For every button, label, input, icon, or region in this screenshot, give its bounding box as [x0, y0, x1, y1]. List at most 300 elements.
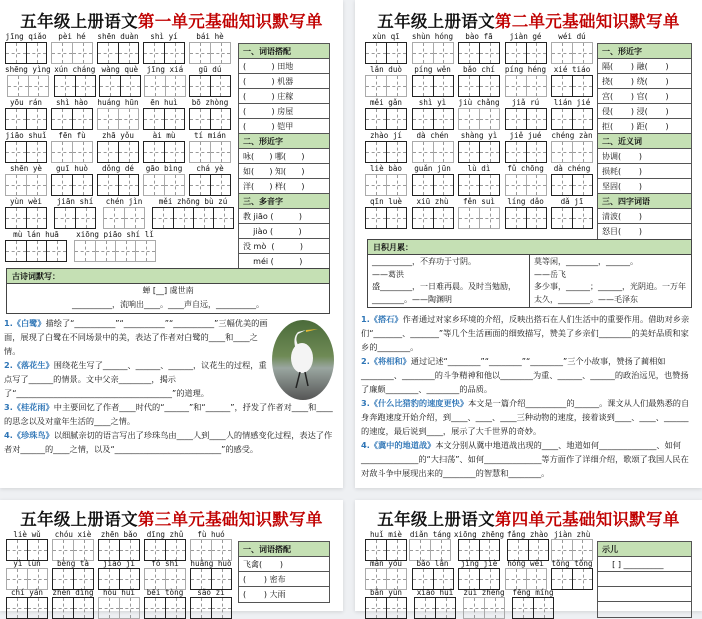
pinyin-label: jīng xiá — [146, 65, 184, 74]
pinyin-label: fǔ chōng — [507, 164, 544, 173]
character-box — [459, 142, 479, 162]
character-box — [433, 175, 453, 195]
writing-boxes[interactable] — [365, 75, 407, 97]
writing-boxes[interactable] — [505, 174, 547, 196]
character-box — [73, 540, 93, 560]
character-box — [75, 208, 95, 228]
character-box — [72, 109, 92, 129]
character-box — [479, 43, 499, 63]
writing-boxes[interactable] — [54, 207, 96, 229]
character-box — [73, 598, 93, 618]
character-box — [433, 43, 453, 63]
pinyin-grid — [6, 530, 232, 617]
writing-boxes[interactable] — [97, 108, 139, 130]
writing-boxes[interactable] — [51, 42, 93, 64]
word-group — [365, 530, 407, 559]
writing-boxes[interactable] — [6, 568, 48, 590]
pinyin-label: bǎn yùn — [369, 588, 402, 597]
pinyin-row — [5, 130, 231, 163]
pinyin-label: xiōng zhēng — [453, 530, 505, 539]
pinyin-label: jiù chǎng — [458, 98, 500, 107]
writing-boxes[interactable] — [144, 568, 186, 590]
character-box — [413, 208, 433, 228]
word-group — [551, 97, 593, 130]
word-group — [551, 530, 593, 559]
pinyin-label: tí mián — [193, 131, 226, 140]
pinyin-label: mán yóu — [369, 559, 402, 568]
writing-boxes[interactable] — [365, 539, 407, 561]
character-box — [386, 43, 406, 63]
panel-row: 隔( ) 融( ) — [598, 59, 691, 74]
writing-boxes[interactable] — [144, 75, 186, 97]
writing-boxes[interactable] — [143, 141, 185, 163]
character-box — [72, 175, 92, 195]
pinyin-label: měi gǎn — [369, 98, 402, 107]
word-group — [51, 97, 93, 130]
writing-boxes[interactable] — [98, 539, 140, 561]
pinyin-row — [5, 31, 231, 64]
passages — [361, 312, 695, 480]
pinyin-label: jīng qiǎo — [5, 32, 47, 41]
character-box — [119, 598, 139, 618]
page-title — [355, 510, 702, 529]
writing-boxes[interactable] — [412, 174, 454, 196]
word-group — [103, 196, 145, 229]
character-box — [506, 109, 526, 129]
character-box — [145, 540, 165, 560]
character-box — [413, 43, 433, 63]
writing-boxes[interactable] — [409, 539, 451, 561]
writing-boxes[interactable] — [54, 75, 96, 97]
character-box — [513, 598, 533, 618]
character-box — [124, 208, 144, 228]
writing-boxes[interactable] — [52, 539, 94, 561]
pinyin-label: yùn wèi — [9, 197, 42, 206]
panel-row: 如( ) 知( ) — [239, 164, 329, 179]
panel-row — [598, 602, 691, 617]
word-group — [143, 97, 185, 130]
writing-boxes[interactable] — [5, 108, 47, 130]
panel-row: 协调( ) — [598, 149, 691, 164]
writing-boxes[interactable] — [507, 539, 549, 561]
writing-boxes[interactable] — [190, 568, 232, 590]
writing-boxes[interactable] — [143, 108, 185, 130]
writing-boxes[interactable] — [98, 597, 140, 619]
pinyin-label: jiǎ rú — [511, 98, 540, 107]
pinyin-label: jiě jué — [509, 131, 542, 140]
word-group — [454, 530, 504, 559]
passage-text: 描绘了“__________”“__________”“__________”三幅优美的画面，展现了白鹭在不同场景中的美，表达了作者对白鹭的____和____之情。 — [4, 318, 268, 356]
writing-boxes[interactable] — [412, 141, 454, 163]
character-box — [118, 175, 138, 195]
word-group — [458, 559, 500, 588]
character-box — [165, 540, 185, 560]
pinyin-label: shì yí — [150, 32, 178, 41]
word-group — [412, 163, 454, 196]
writing-boxes[interactable] — [412, 207, 454, 229]
panel-row: 拒( ) 距( ) — [598, 119, 691, 134]
panel-section-header: 二、形近字 — [239, 134, 329, 149]
passage-title: 3.《桂花雨》 — [4, 402, 54, 412]
writing-boxes[interactable] — [365, 207, 407, 229]
writing-boxes[interactable] — [5, 207, 47, 229]
writing-boxes[interactable] — [52, 568, 94, 590]
character-box — [433, 109, 453, 129]
word-group — [52, 530, 94, 559]
title-grade: 五年级上册语文 — [377, 510, 495, 529]
pinyin-label: fěn suì — [462, 197, 495, 206]
writing-boxes[interactable] — [512, 597, 554, 619]
writing-boxes[interactable] — [143, 42, 185, 64]
word-group — [97, 97, 139, 130]
writing-boxes[interactable] — [458, 568, 500, 590]
pinyin-label: tǒng tǒng — [551, 559, 593, 568]
writing-boxes[interactable] — [505, 141, 547, 163]
character-box — [572, 142, 592, 162]
word-group — [365, 130, 407, 163]
panel-section-header: 一、词语搭配 — [239, 44, 329, 59]
writing-boxes[interactable] — [97, 141, 139, 163]
writing-boxes[interactable] — [190, 597, 232, 619]
writing-boxes[interactable] — [505, 207, 547, 229]
writing-boxes[interactable] — [190, 539, 232, 561]
word-group — [189, 64, 231, 97]
passage — [361, 354, 695, 396]
character-box — [508, 540, 528, 560]
panel-row: 宫( ) 官( ) — [598, 89, 691, 104]
character-box — [28, 76, 48, 96]
pinyin-row — [6, 530, 232, 559]
passage-text: 作者通过对家乡环境的介绍，反映出搭石在人们生活中的重要作用。借助对乡亲们“_______、_______”等几个生活画面的细致描写，赞美了乡亲们________的美好品质和家乡的________。 — [361, 314, 690, 352]
word-group — [97, 130, 139, 163]
pinyin-row — [365, 31, 593, 64]
writing-boxes[interactable] — [414, 597, 456, 619]
character-box — [415, 598, 435, 618]
passage — [4, 428, 338, 456]
word-group — [365, 588, 407, 617]
writing-boxes[interactable] — [458, 207, 500, 229]
character-box — [572, 175, 592, 195]
writing-boxes[interactable] — [152, 207, 234, 229]
pinyin-label: zhèn dìng — [52, 588, 94, 597]
writing-boxes[interactable] — [52, 597, 94, 619]
character-box — [75, 241, 95, 261]
word-group — [144, 530, 186, 559]
writing-boxes[interactable] — [51, 141, 93, 163]
word-group — [51, 31, 93, 64]
rijiyuelei-left: __________，不弃功于寸阴。 ——葛洪 盛________，一日难再晨。及时当勉励，________。——陶渊明 — [368, 255, 530, 307]
word-group — [414, 588, 456, 617]
page-title — [0, 12, 343, 31]
pinyin-label: chá yè — [196, 164, 224, 173]
writing-boxes[interactable] — [505, 42, 547, 64]
pinyin-label: bào fā — [465, 32, 493, 41]
word-group — [458, 64, 500, 97]
passage-text: 本文分别从冀中地道战出现的____、地道如何______________、如何______________的“大扫荡”、如何______________等方面作了详细介绍，歌颂了我国人民在对敌斗争中展现出来的________的智慧和________。 — [361, 440, 689, 478]
panel-row: 损耗( ) — [598, 164, 691, 179]
writing-boxes[interactable] — [365, 597, 407, 619]
character-box — [433, 76, 453, 96]
word-panel — [238, 43, 330, 270]
pinyin-label: dà chéng — [553, 164, 591, 173]
character-box — [27, 569, 47, 589]
panel-row: 侵( ) 浸( ) — [598, 104, 691, 119]
writing-boxes[interactable] — [365, 568, 407, 590]
writing-boxes[interactable] — [463, 597, 505, 619]
panel-row: ( ) 田地 — [239, 59, 329, 74]
writing-boxes[interactable] — [505, 75, 547, 97]
writing-boxes[interactable] — [97, 42, 139, 64]
word-group — [5, 196, 47, 229]
writing-boxes[interactable] — [7, 75, 49, 97]
character-box — [72, 142, 92, 162]
passage-text: 本文是一篇介绍__________的______。课文从人们最熟悉的自身奔跑速度开始介绍，到____、____、____三种动物的速度，接着谈到____、____、______的速度，最后说到____，展示了大千世界的奇妙。 — [361, 398, 690, 436]
word-group — [5, 163, 47, 196]
character-box — [6, 43, 26, 63]
writing-boxes[interactable] — [458, 75, 500, 97]
character-box — [165, 569, 185, 589]
rijiyuelei-box — [367, 239, 692, 308]
writing-boxes[interactable] — [51, 174, 93, 196]
character-box — [52, 175, 72, 195]
writing-boxes[interactable] — [551, 42, 593, 64]
writing-boxes[interactable] — [189, 75, 231, 97]
panel-row: méi ( ) — [243, 257, 303, 266]
word-panel — [597, 541, 692, 618]
word-group — [6, 559, 48, 588]
worksheet-unit-2 — [355, 0, 702, 488]
pinyin-label: xié tiáo — [553, 65, 591, 74]
character-box — [413, 142, 433, 162]
word-group — [144, 64, 186, 97]
pinyin-label: ài mù — [152, 131, 176, 140]
writing-boxes[interactable] — [412, 568, 454, 590]
pinyin-label: jiàn zhù — [553, 530, 591, 539]
word-group — [190, 588, 232, 617]
character-box — [413, 175, 433, 195]
character-box — [552, 142, 572, 162]
rijiyuelei-header: 日积月累： — [368, 240, 691, 255]
pinyin-label: xiū zhù — [416, 197, 449, 206]
writing-boxes[interactable] — [458, 108, 500, 130]
writing-boxes[interactable] — [365, 141, 407, 163]
character-box — [26, 208, 46, 228]
character-box — [572, 76, 592, 96]
character-box — [210, 43, 230, 63]
word-group — [505, 559, 547, 588]
panel-row: ( ) 机器 — [239, 74, 329, 89]
word-group — [458, 31, 500, 64]
character-box — [190, 109, 210, 129]
panel-row: 飞禽( ) — [239, 557, 329, 572]
writing-boxes[interactable] — [144, 539, 186, 561]
writing-boxes[interactable] — [551, 539, 593, 561]
poem-header: 古诗词默写： — [7, 269, 329, 284]
character-box — [386, 208, 406, 228]
pinyin-label: jìng jiè — [460, 559, 498, 568]
pinyin-label: huáng hūn — [97, 98, 139, 107]
character-box — [526, 109, 546, 129]
character-box — [6, 241, 26, 261]
character-box — [526, 208, 546, 228]
pinyin-row — [5, 163, 231, 196]
writing-boxes[interactable] — [5, 240, 67, 262]
character-box — [27, 540, 47, 560]
writing-boxes[interactable] — [6, 597, 48, 619]
character-box — [433, 569, 453, 589]
pinyin-label: ēn huì — [150, 98, 178, 107]
writing-boxes[interactable] — [551, 207, 593, 229]
writing-boxes[interactable] — [458, 141, 500, 163]
character-box — [464, 598, 484, 618]
character-box — [366, 43, 386, 63]
writing-boxes[interactable] — [551, 141, 593, 163]
pinyin-label: bèng tà — [56, 559, 89, 568]
passage — [4, 400, 338, 428]
pinyin-label: huǐ miè — [369, 530, 402, 539]
writing-boxes[interactable] — [551, 108, 593, 130]
character-box — [410, 540, 430, 560]
writing-boxes[interactable] — [458, 42, 500, 64]
writing-boxes[interactable] — [143, 174, 185, 196]
character-box — [100, 76, 120, 96]
character-box — [52, 43, 72, 63]
pinyin-label: liè wǔ — [13, 530, 41, 539]
word-group — [365, 196, 407, 229]
word-group — [365, 64, 407, 97]
writing-boxes[interactable] — [98, 568, 140, 590]
pinyin-label: bǎo chí — [462, 65, 495, 74]
writing-boxes[interactable] — [412, 42, 454, 64]
character-box — [552, 109, 572, 129]
page-title — [355, 12, 702, 31]
writing-boxes[interactable] — [144, 597, 186, 619]
writing-boxes[interactable] — [505, 108, 547, 130]
pinyin-label: huǎng huò — [190, 559, 232, 568]
writing-boxes[interactable] — [51, 108, 93, 130]
character-box — [26, 241, 46, 261]
writing-boxes[interactable] — [365, 108, 407, 130]
pinyin-row — [5, 196, 231, 229]
character-box — [6, 208, 26, 228]
pinyin-label: yì lùn — [13, 559, 41, 568]
character-box — [552, 208, 572, 228]
character-box — [99, 540, 119, 560]
pinyin-label: shēng yìng — [5, 65, 51, 74]
character-box — [506, 208, 526, 228]
passage — [361, 438, 695, 480]
writing-boxes[interactable] — [458, 539, 500, 561]
word-group — [51, 130, 93, 163]
writing-boxes[interactable] — [189, 174, 231, 196]
panel-section-header: 一、词语搭配 — [239, 542, 329, 557]
word-group — [143, 130, 185, 163]
character-box — [135, 241, 155, 261]
character-box — [98, 142, 118, 162]
word-group — [551, 130, 593, 163]
writing-boxes[interactable] — [103, 207, 145, 229]
panel-row: ( ) 大雨 — [243, 590, 286, 599]
writing-boxes[interactable] — [5, 42, 47, 64]
word-group — [458, 130, 500, 163]
pinyin-label: dǎ jī — [560, 197, 584, 206]
pinyin-label: gāo bìng — [145, 164, 183, 173]
character-box — [413, 109, 433, 129]
character-box — [552, 540, 572, 560]
pinyin-label: chóu xiè — [54, 530, 92, 539]
character-box — [572, 208, 592, 228]
pinyin-row — [5, 64, 231, 97]
title-grade: 五年级上册语文 — [20, 510, 138, 529]
character-box — [366, 569, 386, 589]
writing-boxes[interactable] — [551, 174, 593, 196]
writing-boxes[interactable] — [189, 42, 231, 64]
character-box — [98, 109, 118, 129]
writing-boxes[interactable] — [458, 174, 500, 196]
panel-row: ( ) 庄稼 — [239, 89, 329, 104]
writing-boxes[interactable] — [5, 141, 47, 163]
pinyin-label: wàng què — [101, 65, 139, 74]
writing-boxes[interactable] — [365, 174, 407, 196]
writing-boxes[interactable] — [412, 75, 454, 97]
word-group — [99, 64, 141, 97]
panel-section-header: 三、多音字 — [239, 194, 329, 209]
writing-boxes[interactable] — [74, 240, 156, 262]
writing-boxes[interactable] — [551, 568, 593, 590]
pinyin-label: zuì zhēng — [463, 588, 505, 597]
character-box — [572, 569, 592, 589]
pinyin-label: dà chén — [416, 131, 449, 140]
character-box — [552, 569, 572, 589]
writing-boxes[interactable] — [5, 174, 47, 196]
writing-boxes[interactable] — [412, 108, 454, 130]
word-group — [6, 530, 48, 559]
panel-row: 教 jiāo ( ) — [239, 209, 329, 224]
pinyin-label: zhēn bǎo — [100, 530, 138, 539]
character-box — [145, 76, 165, 96]
character-box — [75, 76, 95, 96]
writing-boxes[interactable] — [189, 141, 231, 163]
writing-boxes[interactable] — [99, 75, 141, 97]
pinyin-label: guī huò — [55, 164, 88, 173]
character-box — [26, 175, 46, 195]
writing-boxes[interactable] — [551, 75, 593, 97]
pinyin-row — [365, 130, 593, 163]
word-group — [5, 229, 67, 262]
character-box — [53, 598, 73, 618]
writing-boxes[interactable] — [189, 108, 231, 130]
panel-row: ( ) 房屋 — [239, 104, 329, 119]
word-group — [412, 64, 454, 97]
pinyin-row — [365, 196, 593, 229]
panel-row: jiào ( ) — [239, 224, 329, 239]
writing-boxes[interactable] — [97, 174, 139, 196]
word-group — [5, 130, 47, 163]
poem-blanks: __________，流响出____。____声自远，__________。 — [72, 300, 264, 309]
word-group — [412, 31, 454, 64]
writing-boxes[interactable] — [6, 539, 48, 561]
character-box — [506, 142, 526, 162]
writing-boxes[interactable] — [365, 42, 407, 64]
rijiyuelei-right: 莫等闲，________，______。 ——岳飞 多少事，______；______，光阴迫。一万年太久，________。——毛泽东 — [534, 257, 686, 304]
pinyin-label: guǎn jūn — [414, 164, 451, 173]
character-box — [153, 208, 173, 228]
character-box — [210, 142, 230, 162]
character-box — [210, 175, 230, 195]
character-box — [26, 109, 46, 129]
writing-boxes[interactable] — [505, 568, 547, 590]
passage-title: 1.《白鹭》 — [4, 318, 46, 328]
